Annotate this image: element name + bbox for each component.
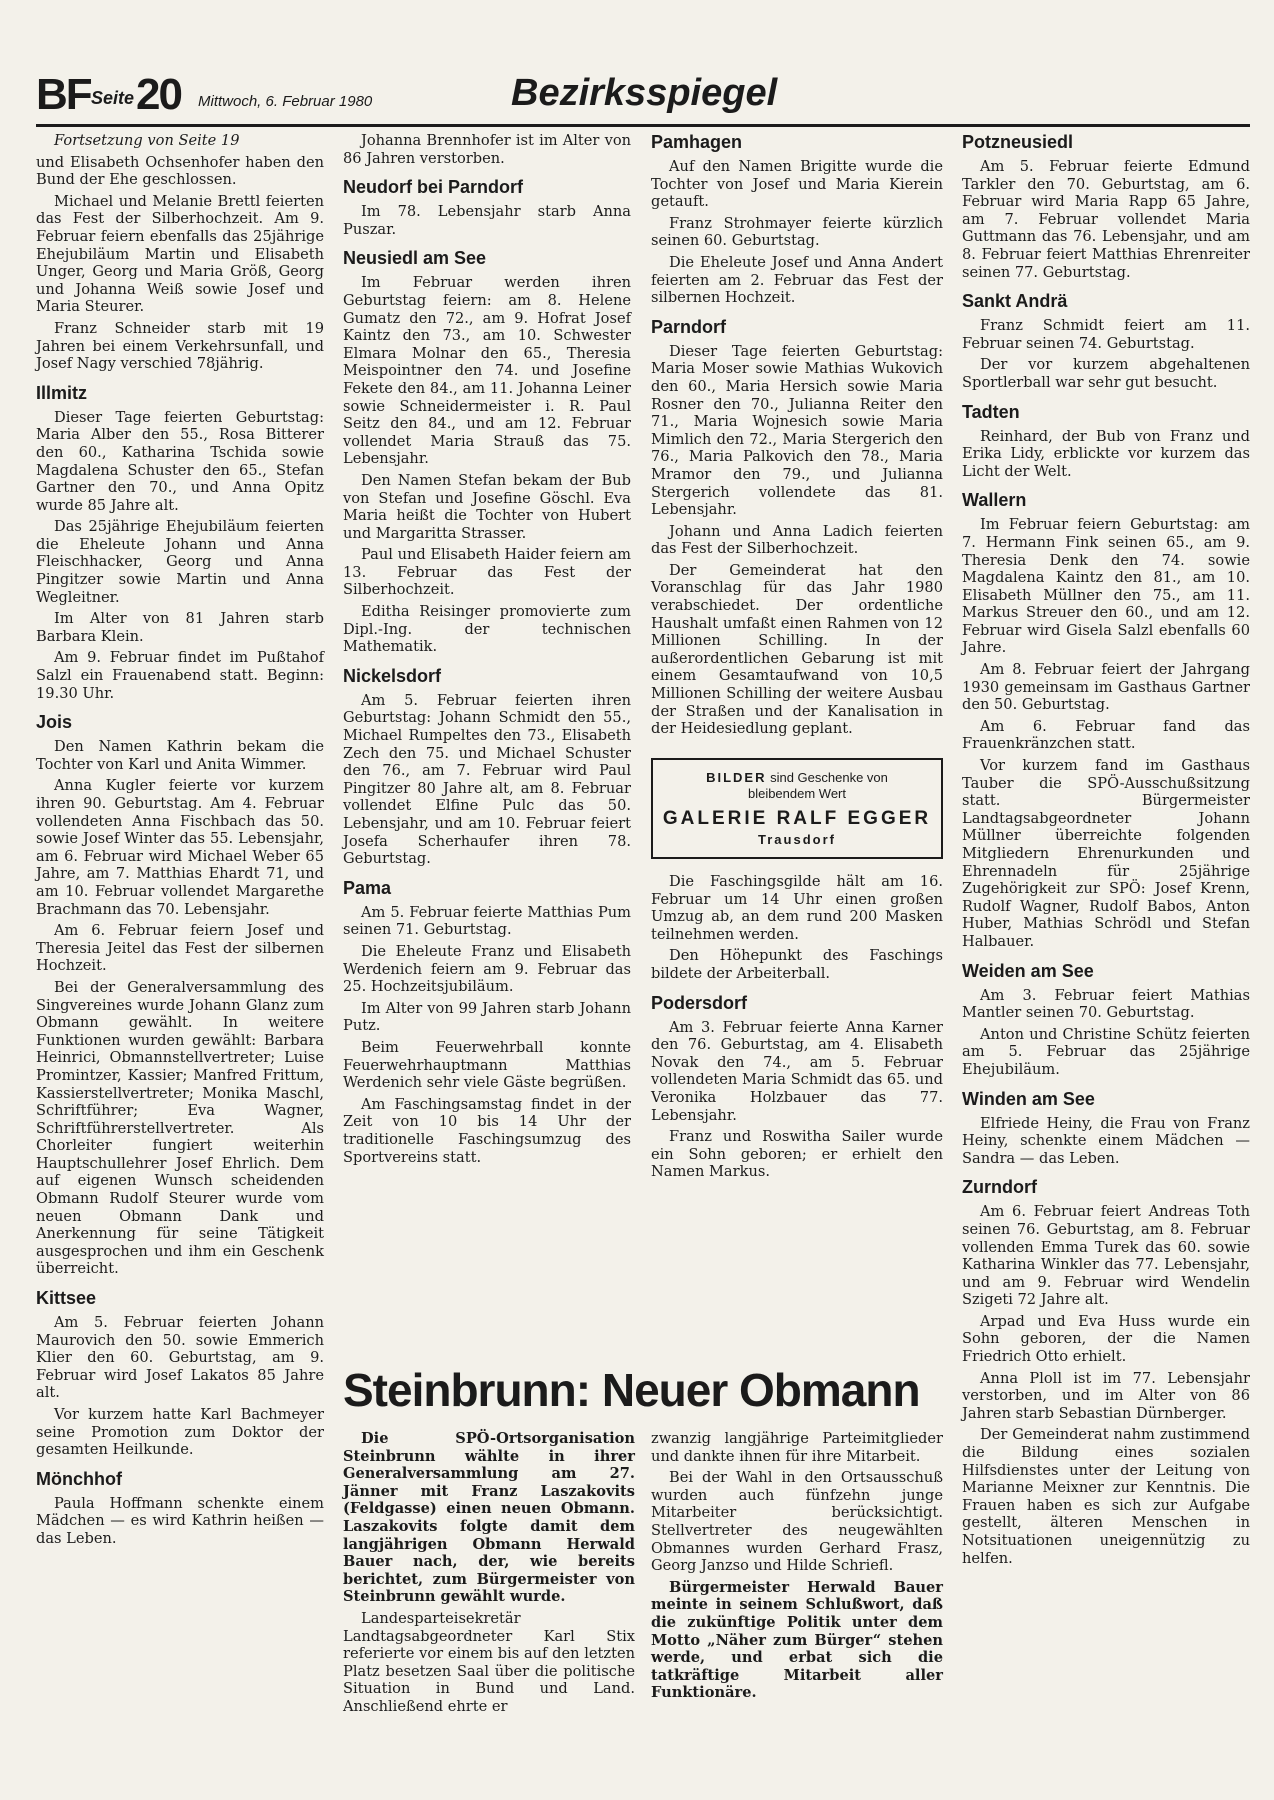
- paragraph: Am 9. Februar findet im Pußtahof Salzl ein Frauenabend statt. Beginn: 19.30 Uhr.: [36, 649, 324, 702]
- section-heading-kittsee: Kittsee: [36, 1288, 97, 1309]
- column-1: [36, 132, 324, 1552]
- paragraph: Den Namen Stefan bekam der Bub von Stefan und Josefine Göschl. Eva Maria heißt die Tochter von Hubert und Margaritta Strasser.: [343, 471, 631, 542]
- ad-line: sind Geschenke von: [766, 769, 888, 785]
- paragraph: Den Höhepunkt des Faschings bildete der Arbeiterball.: [651, 947, 943, 982]
- paragraph: Franz Schneider starb mit 19 Jahren bei einem Verkehrsunfall, und Josef Nagy verschied 78jährig.: [36, 319, 324, 373]
- section-heading-sankt-andrae: Sankt Andrä: [962, 291, 1068, 312]
- column-2: [343, 132, 631, 1170]
- paragraph: Der Gemeinderat hat den Voranschlag für das Jahr 1980 verabschiedet. Der ordentliche Haushalt umfaßt einen Rahmen von 12 Millionen Schilling. In der außerordentlichen Gebarung ist mit einem Gesamtaufwand von 10,5 Millionen Schilling der weitere Ausbau der Straßen und der Kanalisation in der Heidesiedlung geplant.: [651, 561, 943, 738]
- paragraph: Die Eheleute Josef und Anna Andert feierten am 2. Februar das Fest der silbernen Hochzeit.: [651, 253, 943, 307]
- paragraph: Elfriede Heiny, die Frau von Franz Heiny, schenkte einem Mädchen — Sandra — das Leben.: [962, 1114, 1250, 1167]
- paragraph: Bei der Generalversammlung des Singvereines wurde Johann Glanz zum Obmann gewählt. In weitere Funktionen wurden gewählt: Barbara Heinrici, Obmannstellvertreter; Luise Promintzer, Kassier; Manfred Frittum, Kassierstellvertreter; Monika Maschl, Schriftführer; Eva Wagner, Schriftführerstellvertreter. Als Chorleiter fungiert weiterhin Hauptschullehrer Josef Ehrlich. Dem auf eigenen Wunsch scheidenden Obmann Rudolf Steurer wurde vom neuen Obmann Dank und Anerkennung für seine Tätigkeit ausgesprochen und ihm ein Geschenk überreicht.: [36, 978, 324, 1278]
- steinbrunn-column-1: [343, 1430, 635, 1720]
- section-heading-zurndorf: Zurndorf: [962, 1177, 1037, 1198]
- paragraph: Dieser Tage feierten Geburtstag: Maria Moser sowie Mathias Wukovich den 60., Maria Hersich sowie Maria Rosner den 70., Julianna Reiter den 71., Maria Wojnesich sowie Maria Mimlich den 72., Maria Stergerich den 76., Maria Palkovich den 78., Maria Mramor den 79., und Julianna Stergerich vollendete das 81. Lebensjahr.: [651, 342, 943, 519]
- section-title: Bezirksspiegel: [511, 72, 778, 114]
- article-lead: Die SPÖ-Ortsorganisation Steinbrunn wählte in ihrer Generalversammlung am 27. Jänner mit Franz Laszakovits (Feldgasse) einen neuen Obmann. Laszakovits folgte damit dem langjährigen Obmann Herwald Bauer nach, der, wie bereits berichtet, zum Bürgermeister von Steinbrunn gewählt wurde.: [343, 1430, 635, 1606]
- section-heading-winden: Winden am See: [962, 1088, 1095, 1109]
- paragraph: Am 5. Februar feierte Edmund Tarkler den 70. Geburtstag, am 6. Februar wird Maria Rapp 65 Jahre, am 7. Februar vollendet Maria Guttmann das 76. Lebensjahr, und am 8. Februar feiert Matthias Ehrenreiter seinen 77. Geburtstag.: [962, 158, 1250, 281]
- column-3: [651, 132, 943, 1185]
- section-heading-jois: Jois: [36, 712, 73, 733]
- section-heading-illmitz: Illmitz: [36, 382, 88, 403]
- section-heading-wallern: Wallern: [962, 490, 1027, 511]
- section-heading-pamhagen: Pamhagen: [651, 132, 743, 152]
- section-heading-neusiedl: Neusiedl am See: [343, 248, 487, 269]
- paragraph: Johann und Anna Ladich feierten das Fest der Silberhochzeit.: [651, 522, 943, 558]
- paragraph: Im Februar feiern Geburtstag: am 7. Hermann Fink seinen 65., am 9. Theresia Denk den 74. sowie Magdalena Kaintz den 81., am 10. Elisabeth Müllner den 75., am 11. Markus Streuer den 60., und am 12. Februar wird Gisela Salzl ebenfalls 60 Jahre.: [962, 516, 1250, 657]
- paragraph: Arpad und Eva Huss wurde ein Sohn geboren, der die Namen Friedrich Otto erhielt.: [962, 1312, 1250, 1366]
- page-number: 20: [136, 70, 181, 119]
- paragraph: Paul und Elisabeth Haider feiern am 13. Februar das Fest der Silberhochzeit.: [343, 546, 631, 599]
- paragraph: Im Alter von 99 Jahren starb Johann Putz.: [343, 999, 631, 1035]
- section-heading-potzneusiedl: Potzneusiedl: [962, 132, 1074, 152]
- column-4: [962, 132, 1250, 1571]
- gallery-advertisement: [651, 758, 943, 859]
- section-heading-tadten: Tadten: [962, 401, 1020, 422]
- paragraph: Reinhard, der Bub von Franz und Erika Lidy, erblickte vor kurzem das Licht der Welt.: [962, 427, 1250, 480]
- ad-keyword: BILDER: [706, 769, 767, 785]
- paragraph: Anna Kugler feierte vor kurzem ihren 90. Geburtstag. Am 4. Februar vollendeten Anna Fischbach das 50. sowie Josef Winter das 55. Lebensjahr, am 6. Februar wird Michael Weber 65 Jahre, am 7. Matthias Ehardt 71, und am 10. Februar vollendet Margarethe Brachmann das 70. Lebensjahr.: [36, 777, 324, 918]
- section-heading-pama: Pama: [343, 877, 392, 898]
- paragraph: und Elisabeth Ochsenhofer haben den Bund der Ehe geschlossen.: [36, 153, 324, 189]
- section-heading-moenchhof: Mönchhof: [36, 1468, 122, 1489]
- paragraph: Den Namen Kathrin bekam die Tochter von Karl und Anita Wimmer.: [36, 738, 324, 773]
- paragraph: Johanna Brennhofer ist im Alter von 86 Jahren verstorben.: [343, 132, 631, 167]
- page-label: Seite: [91, 88, 135, 108]
- paragraph: Editha Reisinger promovierte zum Dipl.-Ing. der technischen Mathematik.: [343, 603, 631, 656]
- paragraph: Am Faschingsamstag findet in der Zeit von 10 bis 14 Uhr der traditionelle Faschingsumzug des Sportvereins statt.: [343, 1095, 631, 1166]
- paragraph: Am 3. Februar feierte Anna Karner den 76. Geburtstag, am 4. Elisabeth Novak den 74., am 5. Februar vollendeten Maria Schmidt das 65. und Veronika Holzbauer das 77. Lebensjahr.: [651, 1018, 943, 1124]
- paragraph: Am 6. Februar fand das Frauenkränzchen statt.: [962, 717, 1250, 753]
- paragraph: Bei der Wahl in den Ortsausschuß wurden auch fünfzehn junge Mitarbeiter berücksichtigt. Stellvertreter des neugewählten Obmannes wurden Gerhard Frasz, Georg Janzso und Hilde Schriefl.: [651, 1469, 943, 1575]
- paragraph: Am 6. Februar feiert Andreas Toth seinen 76. Geburtstag, am 8. Februar vollenden Emma Turek das 60. sowie Katharina Winkler das 77. Lebensjahr, und am 9. Februar wird Wendelin Szigeti 72 Jahre alt.: [962, 1203, 1250, 1309]
- paragraph: Im Februar werden ihren Geburtstag feiern: am 8. Helene Gumatz den 72., am 9. Hofrat Josef Kaintz den 73., am 10. Schwester Elmara Molnar den 65., Theresia Meispointner den 74. und Josefine Fekete den 84., am 11. Johanna Leiner sowie Schneidermeister i. R. Paul Seitz den 84., und am 12. Februar vollendet Maria Strauß das 75. Lebensjahr.: [343, 274, 631, 468]
- paragraph: Landesparteisekretär Landtagsabgeordneter Karl Stix referierte vor einem bis auf den letzten Platz besetzen Saal über die politische Situation in Bund und Land. Anschließend ehrte er: [343, 1609, 635, 1715]
- ad-location: Trausdorf: [758, 832, 836, 848]
- paragraph: Beim Feuerwehrball konnte Feuerwehrhauptmann Matthias Werdenich sehr viele Gäste begrüßen.: [343, 1038, 631, 1092]
- ad-line: bleibendem Wert: [747, 785, 847, 801]
- section-heading-nickelsdorf: Nickelsdorf: [343, 665, 442, 686]
- paragraph: Am 6. Februar feiern Josef und Theresia Jeitel das Fest der silbernen Hochzeit.: [36, 922, 324, 975]
- steinbrunn-headline: Steinbrunn: Neuer Obmann: [343, 1364, 920, 1416]
- paragraph: Auf den Namen Brigitte wurde die Tochter von Josef und Maria Kierein getauft.: [651, 158, 943, 211]
- paragraph: Vor kurzem fand im Gasthaus Tauber die SPÖ-Ausschußsitzung statt. Bürgermeister Landtagsabgeordneter Johann Müllner überreichte folgenden Mitgliedern Ehrenurkunden und Ehrennadeln für 25jährige Zugehörigkeit zur SPÖ: Josef Krenn, Rudolf Wagner, Rudolf Babos, Anton Huber, Mathias Schrödl und Stefan Halbauer.: [962, 757, 1250, 950]
- paragraph: Franz und Roswitha Sailer wurde ein Sohn geboren; er erhielt den Namen Markus.: [651, 1128, 943, 1181]
- section-heading-podersdorf: Podersdorf: [651, 992, 748, 1013]
- paragraph: Anna Ploll ist im 77. Lebensjahr verstorben, und im Alter von 86 Jahren starb Sebastian Dürnberger.: [962, 1369, 1250, 1422]
- paper-logo: BF: [36, 70, 91, 119]
- continuation-note: Fortsetzung von Seite 19: [54, 132, 240, 149]
- paragraph: Am 5. Februar feierte Matthias Pum seinen 71. Geburtstag.: [343, 903, 631, 939]
- paragraph: Im Alter von 81 Jahren starb Barbara Klein.: [36, 610, 324, 645]
- paragraph: Der Gemeinderat nahm zustimmend die Bildung eines sozialen Hilfsdienstes unter der Leitung von Marianne Meixner zur Kenntnis. Die Frauen haben es sich zur Aufgabe gestellt, älteren Menschen in Notsituationen uneigennützig zu helfen.: [962, 1426, 1250, 1567]
- paragraph: Franz Strohmayer feierte kürzlich seinen 60. Geburtstag.: [651, 214, 943, 250]
- paragraph: Franz Schmidt feiert am 11. Februar seinen 74. Geburtstag.: [962, 317, 1250, 352]
- paragraph: Am 8. Februar feiert der Jahrgang 1930 gemeinsam im Gasthaus Gartner den 50. Geburtstag.: [962, 661, 1250, 714]
- paragraph: zwanzig langjährige Parteimitglieder und dankte ihnen für ihre Mitarbeit.: [651, 1430, 943, 1465]
- section-heading-neudorf: Neudorf bei Parndorf: [343, 177, 524, 198]
- paragraph: Die Faschingsgilde hält am 16. Februar um 14 Uhr einen großen Umzug ab, an dem rund 200 Masken teilnehmen werden.: [651, 873, 943, 943]
- masthead: [36, 70, 1250, 127]
- paragraph: Das 25jährige Ehejubiläum feierten die Eheleute Johann und Anna Fleischhacker, Georg und Anna Pingitzer sowie Martin und Anna Wegleitner.: [36, 518, 324, 606]
- paragraph: Bürgermeister Herwald Bauer meinte in seinem Schlußwort, daß die zukünftige Politik unter dem Motto „Näher zum Bürger“ stehen werde, und erbat sich die tatkräftige Mitarbeit aller Funktionäre.: [651, 1578, 943, 1702]
- section-heading-parndorf: Parndorf: [651, 316, 727, 337]
- paragraph: Am 5. Februar feierten ihren Geburtstag: Johann Schmidt den 55., Michael Rumpeltes den 73., Elisabeth Zech den 75. und Michael Schuster den 76., am 7. Februar wird Paul Pingitzer 80 Jahre alt, am 8. Februar vollendet Elfine Pulc das 50. Lebensjahr, und am 10. Februar feiert Josefa Scherhaufer ihren 78. Geburtstag.: [343, 691, 631, 868]
- issue-date: Mittwoch, 6. Februar 1980: [198, 93, 373, 110]
- section-heading-weiden: Weiden am See: [962, 960, 1094, 981]
- ad-gallery-name: GALERIE RALF EGGER: [662, 807, 932, 829]
- paragraph: Am 3. Februar feiert Mathias Mantler seinen 70. Geburtstag.: [962, 986, 1250, 1022]
- paragraph: Anton und Christine Schütz feierten am 5. Februar das 25jährige Ehejubiläum.: [962, 1025, 1250, 1078]
- paragraph: Michael und Melanie Brettl feierten das Fest der Silberhochzeit. Am 9. Februar feiern ebenfalls das 25jährige Ehejubiläum Martin und Elisabeth Unger, Georg und Maria Größ, Georg und Johanna Weiß sowie Josef und Maria Steurer.: [36, 192, 324, 316]
- steinbrunn-column-2: [651, 1430, 943, 1706]
- paragraph: Am 5. Februar feierten Johann Maurovich den 50. sowie Emmerich Klier den 60. Geburtstag, am 9. Februar wird Josef Lakatos 85 Jahre alt.: [36, 1314, 324, 1402]
- paragraph: Der vor kurzem abgehaltenen Sportlerball war sehr gut besucht.: [962, 356, 1250, 391]
- paragraph: Paula Hoffmann schenkte einem Mädchen — es wird Kathrin heißen — das Leben.: [36, 1494, 324, 1547]
- paragraph: Im 78. Lebensjahr starb Anna Puszar.: [343, 203, 631, 238]
- paragraph: Die Eheleute Franz und Elisabeth Werdenich feiern am 9. Februar das 25. Hochzeitsjubiläum.: [343, 942, 631, 996]
- paragraph: Dieser Tage feierten Geburtstag: Maria Alber den 55., Rosa Bitterer den 60., Katharina Tschida sowie Magdalena Schuster den 65., Stefan Gartner den 70., und Anna Opitz wurde 85 Jahre alt.: [36, 408, 324, 514]
- paragraph: Vor kurzem hatte Karl Bachmeyer seine Promotion zum Doktor der gesamten Heilkunde.: [36, 1406, 324, 1459]
